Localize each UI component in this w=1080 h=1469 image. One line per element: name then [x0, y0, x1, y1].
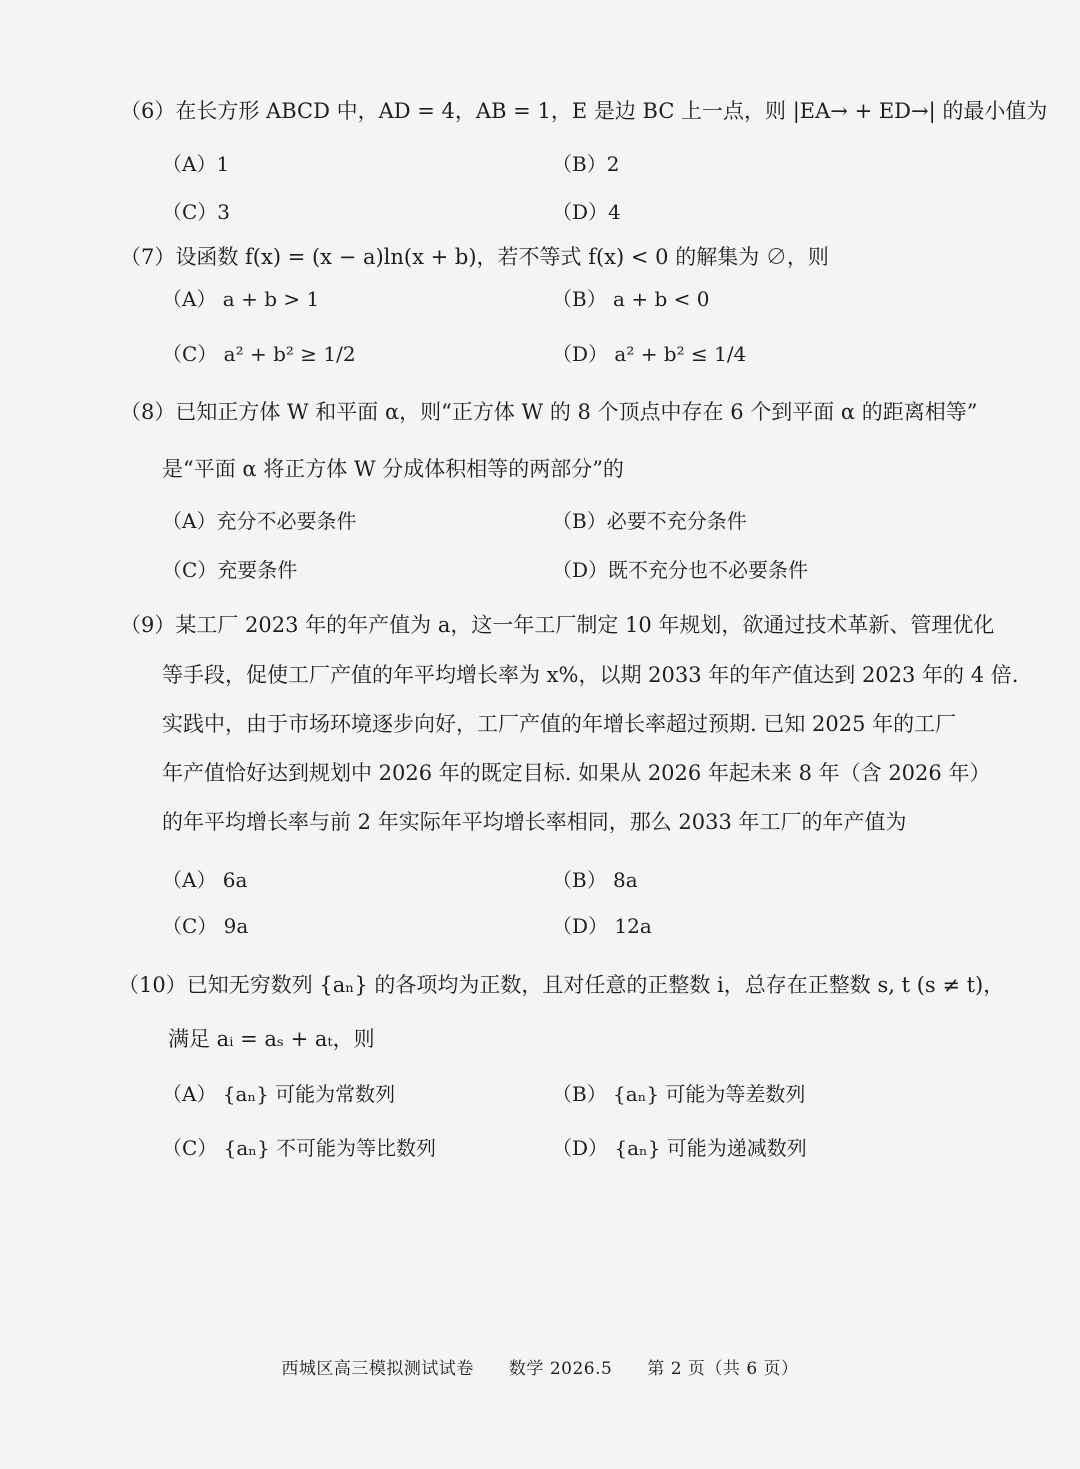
- question-6-option-a: （A）1: [162, 152, 230, 176]
- question-8-option-d: （D）既不充分也不必要条件: [552, 558, 809, 582]
- question-7-option-a: （A） a + b > 1: [162, 287, 320, 311]
- question-10-stem-line-2: 满足 aᵢ = aₛ + aₜ，则: [168, 1027, 375, 1051]
- question-9-option-a: （A） 6a: [162, 868, 248, 892]
- question-7-option-c: （C） a² + b² ≥ 1/2: [162, 342, 356, 366]
- question-7-option-b: （B） a + b < 0: [552, 287, 710, 311]
- question-10-option-c: （C） {aₙ} 不可能为等比数列: [162, 1136, 437, 1160]
- page-footer: 西城区高三模拟测试试卷 数学 2026.5 第 2 页（共 6 页）: [281, 1359, 799, 1379]
- question-8-option-a: （A）充分不必要条件: [162, 509, 357, 533]
- question-6-option-c: （C）3: [162, 200, 231, 224]
- question-8-stem-line-2: 是“平面 α 将正方体 W 分成体积相等的两部分”的: [162, 457, 624, 481]
- question-10-stem-line-1: （10）已知无穷数列 {aₙ} 的各项均为正数，且对任意的正整数 i，总存在正整数 s, t (s ≠ t)，: [118, 973, 1005, 997]
- question-10-option-b: （B） {aₙ} 可能为等差数列: [552, 1082, 806, 1106]
- question-6-option-d: （D）4: [552, 200, 621, 224]
- question-6-option-b: （B）2: [552, 152, 620, 176]
- question-7-option-d: （D） a² + b² ≤ 1/4: [552, 342, 747, 366]
- question-9-stem-line-3: 实践中，由于市场环境逐步向好，工厂产值的年增长率超过预期. 已知 2025 年的工厂: [162, 712, 957, 736]
- question-8-option-c: （C）充要条件: [162, 558, 298, 582]
- question-10-option-a: （A） {aₙ} 可能为常数列: [162, 1082, 396, 1106]
- question-7-stem: （7）设函数 f(x) = (x − a)ln(x + b)，若不等式 f(x) < 0 的解集为 ∅，则: [120, 245, 829, 269]
- question-10-option-d: （D） {aₙ} 可能为递减数列: [552, 1136, 807, 1160]
- question-9-stem-line-4: 年产值恰好达到规划中 2026 年的既定目标. 如果从 2026 年起未来 8 年（含 2026 年）: [162, 761, 991, 785]
- question-8-option-b: （B）必要不充分条件: [552, 509, 747, 533]
- question-9-stem-line-5: 的年平均增长率与前 2 年实际年平均增长率相同，那么 2033 年工厂的年产值为: [162, 810, 907, 834]
- question-9-stem-line-2: 等手段，促使工厂产值的年平均增长率为 x%，以期 2033 年的年产值达到 2023 年的 4 倍.: [162, 663, 1019, 687]
- question-9-option-b: （B） 8a: [552, 868, 638, 892]
- question-9-option-d: （D） 12a: [552, 914, 652, 938]
- question-6-stem: （6）在长方形 ABCD 中，AD = 4，AB = 1，E 是边 BC 上一点，则 |EA→ + ED→| 的最小值为: [120, 99, 1048, 123]
- question-9-stem-line-1: （9）某工厂 2023 年的年产值为 a，这一年工厂制定 10 年规划，欲通过技术革新、管理优化: [120, 613, 995, 637]
- question-8-stem-line-1: （8）已知正方体 W 和平面 α，则“正方体 W 的 8 个顶点中存在 6 个到平面 α 的距离相等”: [120, 400, 978, 424]
- question-9-option-c: （C） 9a: [162, 914, 249, 938]
